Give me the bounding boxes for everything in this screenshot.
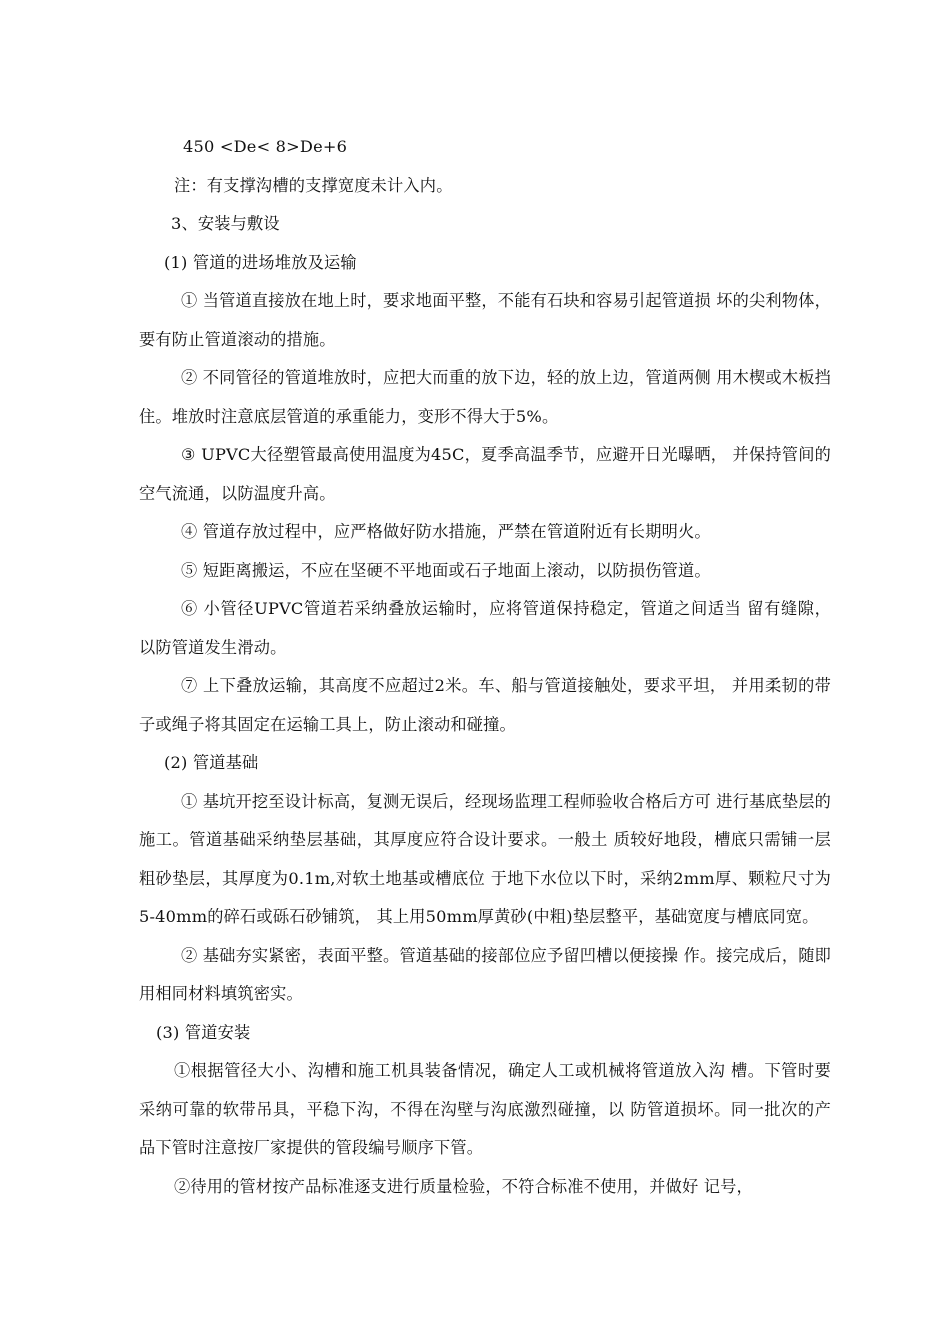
paragraph-item-1: ① 当管道直接放在地上时，要求地面平整，不能有石块和容易引起管道损 坏的尖利物体，要有防止管道滚动的措施。 [139, 291, 831, 349]
paragraph-foundation-1: ① 基坑开挖至设计标高，复测无误后，经现场监理工程师验收合格后方可 进行基底垫层的施工。管道基础采纳垫层基础，其厚度应符合设计要求。一般土 质较好地段，槽底只需铺一层粗砂垫层，其厚度为0.1m,对软土地基或槽底位 于地下水位以下时，采纳2mm厚、颗粒尺寸为5-40mm的碎石或砾石砂铺筑， 其上用50mm厚黄砂(中粗)垫层整平，基础宽度与槽底同宽。 [139, 791, 831, 926]
paragraph-item-2: ② 不同管径的管道堆放时，应把大而重的放下边，轻的放上边，管道两侧 用木楔或木板挡住。堆放时注意底层管道的承重能力，变形不得大于5%。 [139, 368, 831, 426]
paragraph-foundation-2: ② 基础夯实紧密，表面平整。管道基础的接部位应予留凹槽以便接操 作。接完成后，随即用相同材料填筑密实。 [139, 945, 831, 1003]
subsection-heading-pipe-installation: (3) 管道安装 [156, 1022, 251, 1042]
paragraph-installation-2: ②待用的管材按产品标准逐支进行质量检验，不符合标准不使用，并做好 记号， [174, 1176, 753, 1196]
document-body [139, 128, 831, 1206]
subsection-heading-storage-transport: (1) 管道的进场堆放及运输 [164, 252, 357, 272]
paragraph-note: 注：有支撑沟槽的支撑宽度未计入内。 [174, 175, 453, 195]
paragraph-item-7: ⑦ 上下叠放运输，其高度不应超过2米。车、船与管道接触处，要求平坦， 并用柔韧的带子或绳子将其固定在运输工具上，防止滚动和碰撞。 [139, 676, 831, 734]
paragraph-width-formula: 450 <De< 8>De+6 [183, 137, 348, 156]
paragraph-item-6: ⑥ 小管径UPVC管道若采纳叠放运输时，应将管道保持稳定，管道之间适当 留有缝隙，以防管道发生滑动。 [139, 599, 831, 657]
paragraph-item-4: ④ 管道存放过程中，应严格做好防水措施，严禁在管道附近有长期明火。 [181, 522, 711, 541]
paragraph-item-3: ③ UPVC大径塑管最高使用温度为45C，夏季高温季节，应避开日光曝晒， 并保持管间的空气流通，以防温度升高。 [139, 445, 831, 503]
paragraph-item-5: ⑤ 短距离搬运，不应在坚硬不平地面或石子地面上滚动，以防损伤管道。 [181, 560, 711, 580]
section-heading-installation: 3、安装与敷设 [171, 214, 280, 233]
subsection-heading-foundation: (2) 管道基础 [164, 753, 259, 772]
paragraph-installation-1: ①根据管径大小、沟槽和施工机具装备情况，确定人工或机械将管道放入沟 槽。下管时要采纳可靠的软带吊具，平稳下沟，不得在沟壁与沟底激烈碰撞，以 防管道损坏。同一批次的产品下管时注意按厂家提供的管段编号顺序下管。 [139, 1061, 831, 1157]
